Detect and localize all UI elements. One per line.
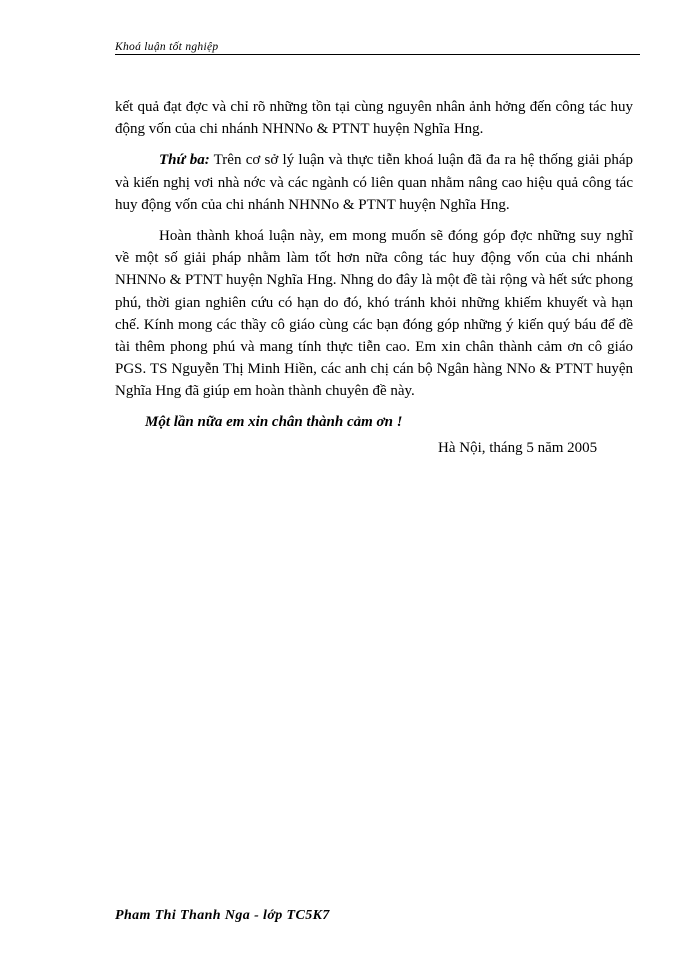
date-place-line: Hà Nội, tháng 5 năm 2005 xyxy=(438,439,598,456)
page-footer: Pham Thi Thanh Nga - lớp TC5K7 xyxy=(115,908,330,923)
page-header xyxy=(115,40,640,55)
third-point-label: Thứ ba: xyxy=(159,152,210,169)
page-body xyxy=(115,96,633,459)
thanks-line: Một lần nữa em xin chân thành cảm ơn ! xyxy=(145,413,403,430)
paragraph-third-point xyxy=(115,149,633,216)
paragraph-results: kết quả đạt đợc và chỉ rõ những tồn tại cùng nguyên nhân ảnh hởng đến công tác huy động vốn của chi nhánh NHNNo & PTNT huyện Nghĩa Hng. xyxy=(115,99,633,138)
running-title: Khoá luận tốt nghiệp xyxy=(115,41,219,53)
third-point-text: Trên cơ sở lý luận và thực tiễn khoá luận đã đa ra hệ thống giải pháp và kiến nghị vơi nhà nớc và các ngành có liên quan nhằm nâng cao hiệu quả công tác huy động vốn của chi nhánh NHNNo & PTNT huyện Nghĩa Hng. xyxy=(115,152,633,213)
paragraph-conclusion: Hoàn thành khoá luận này, em mong muốn sẽ đóng góp đợc những suy nghĩ về một số giải pháp nhằm làm tốt hơn nữa công tác huy động vốn của chi nhánh NHNNo & PTNT huyện Nghĩa Hng. Nhng do đây là một đề tài rộng và hết sức phong phú, thời gian nghiên cứu có hạn do đó, khó tránh khỏi những khiếm khuyết và hạn chế. Kính mong các thầy cô giáo cùng các bạn đóng góp những ý kiến quý báu để đề tài thêm phong phú và mang tính thực tiễn cao. Em xin chân thành cảm ơn cô giáo PGS. TS Nguyễn Thị Minh Hiền, các anh chị cán bộ Ngân hàng NNo & PTNT huyện Nghĩa Hng đã giúp em hoàn thành chuyên đề này. xyxy=(115,228,633,400)
